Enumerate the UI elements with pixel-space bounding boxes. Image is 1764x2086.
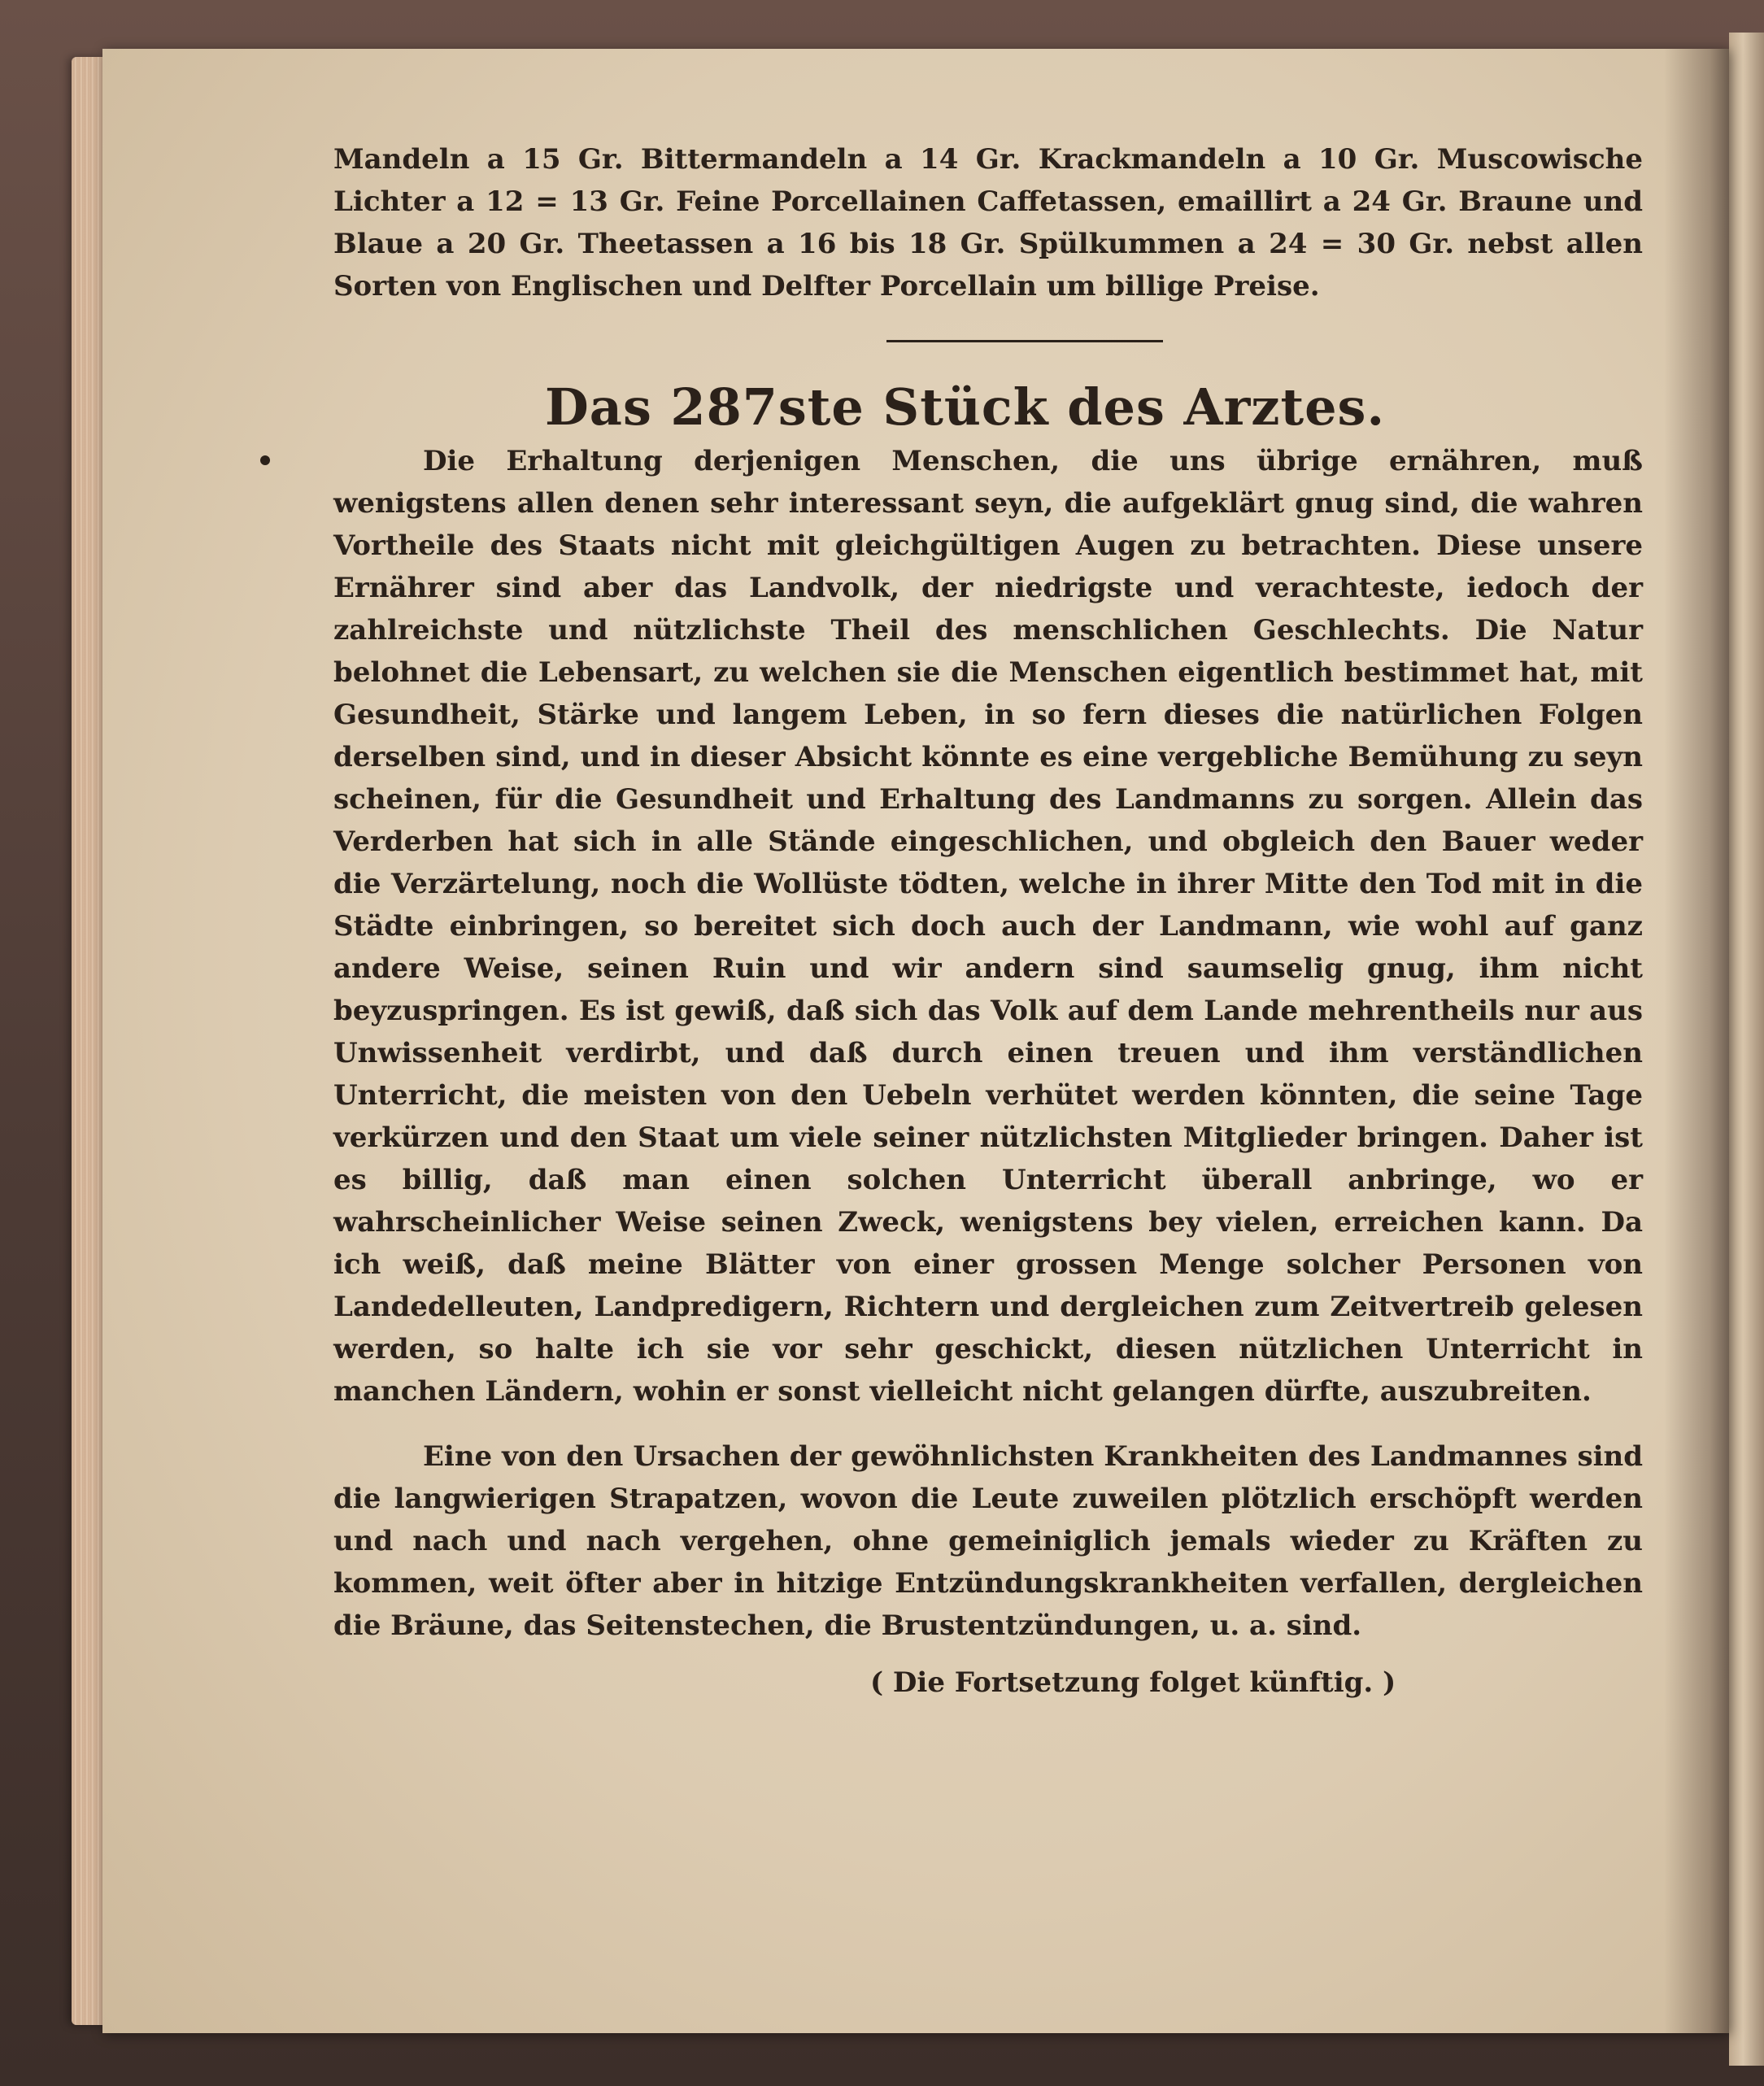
article-paragraph-2: Eine von den Ursachen der gewöhnlichsten Krankheiten des Landmannes sind die langwierigen Strapatzen, wovon die Leute zuweilen plötzlich erschöpft werden und nach und nach vergehen, ohne gemeiniglich jemals wieder zu Kräften zu kommen, weit öfter aber in hitzige Entzündungskrankheiten verfallen, dergleichen die Bräune, das Seitenstechen, die Brustentzündungen, u. a. sind. (333, 1440, 1643, 1642)
page-gutter-shadow (1664, 49, 1729, 2033)
section-divider (886, 340, 1163, 342)
margin-dot (260, 455, 270, 465)
advertisement-text: Mandeln a 15 Gr. Bittermandeln a 14 Gr. Krackmandeln a 10 Gr. Muscowische Lichter a 12 = 13 Gr. Feine Porcellainen Caffetassen, emaillirt a 24 Gr. Braune und Blaue a 20 Gr. Theetassen a 16 bis 18 Gr. Spülkummen a 24 = 30 Gr. nebst allen Sorten von Englischen und Delfter Porcellain um billige Preise. (333, 143, 1643, 303)
article-paragraph-1: Die Erhaltung derjenigen Menschen, die uns übrige ernähren, muß wenigstens allen denen sehr interessant seyn, die aufgeklärt gnug sind, die wahren Vortheile des Staats nicht mit gleichgültigen Augen zu betrachten. Diese unsere Ernährer sind aber das Landvolk, der niedrigste und verachteste, iedoch der zahlreichste und nützlichste Theil des menschlichen Geschlechts. Die Natur belohnet die Lebensart, zu welchen sie die Menschen eigentlich bestimmet hat, mit Gesundheit, Stärke und langem Leben, in so fern dieses die natürlichen Folgen derselben sind, und in dieser Absicht könnte es eine vergebliche Bemühung zu seyn scheinen, für die Gesundheit und Erhaltung des Landmanns zu sorgen. Allein das Verderben hat sich in alle Stände eingeschlichen, und obgleich den Bauer weder die Verzärtelung, noch die Wollüste tödten, welche in ihrer Mitte den Tod mit in die Städte einbringen, so bereitet sich doch auch der Landmann, wie wohl auf ganz andere Weise, seinen Ruin und wir andern sind saumselig gnug, ihm nicht beyzuspringen. Es ist gewiß, daß sich das Volk auf dem Lande mehrentheils nur aus Unwissenheit verdirbt, und daß durch einen treuen und ihm verständlichen Unterricht, die meisten von den Uebeln verhütet werden könnten, die seine Tage verkürzen und den Staat um viele seiner nützlichsten Mitglieder bringen. Daher ist es billig, daß man einen solchen Unterricht überall anbringe, wo er wahrscheinlicher Weise seinen Zweck, wenigstens bey vielen, erreichen kann. Da ich weiß, daß meine Blätter von einer grossen Menge solcher Personen von Landedelleuten, Landpredigern, Richtern und dergleichen zum Zeitvertreib gelesen werden, so halte ich sie vor sehr geschickt, diesen nützlichen Unterricht in manchen Ländern, wohin er sonst vielleicht nicht gelangen dürfte, auszubreiten. (333, 445, 1643, 1408)
page-text (333, 138, 1643, 1704)
article-heading: Das 287ste Stück des Arztes. (545, 377, 1386, 437)
continuation-note: ( Die Fortsetzung folget künftig. ) (870, 1666, 1396, 1699)
page-edges-left (72, 57, 104, 2025)
facing-page-edge (1729, 33, 1764, 2066)
